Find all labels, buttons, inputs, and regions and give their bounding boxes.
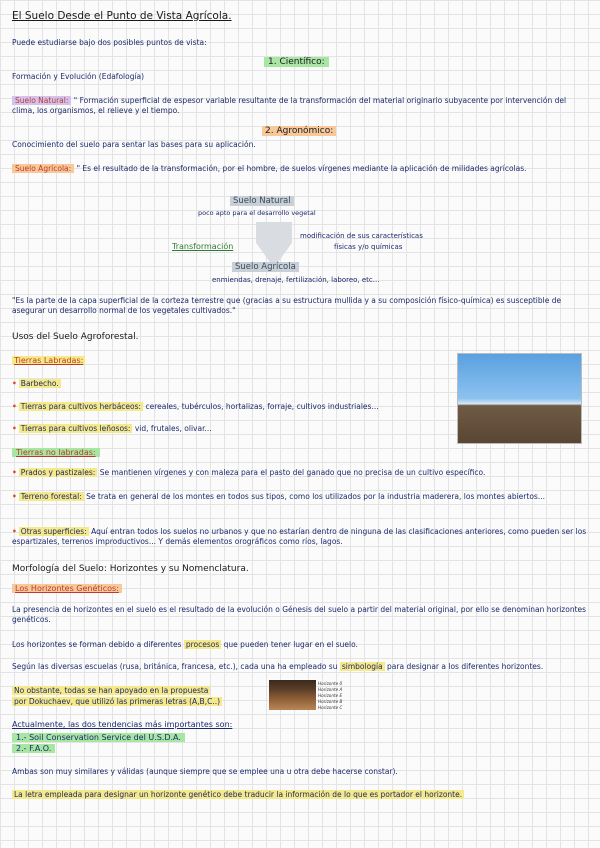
- formacion-text: Formación y Evolución (Edafología): [12, 72, 145, 81]
- horizontes-p3: Según las diversas escuelas (rusa, británica, francesa, etc.), cada una ha empleado su simbología para designar a los diferentes horizontes.: [12, 662, 544, 671]
- suelo-agricola-definition: Suelo Agrícola: " Es el resultado de la transformación, por el hombre, de suelos vírgenes mediante la aplicación de milidades agrícolas.: [12, 164, 527, 174]
- diagram-right-sub: físicas y/o químicas: [334, 243, 403, 251]
- suelo-natural-term: Suelo Natural:: [12, 96, 71, 105]
- diagram-bottom-sub: enmiendas, drenaje, fertilización, laboreo, etc...: [212, 276, 380, 284]
- diagram-top-label: Suelo Natural: [230, 196, 294, 206]
- field-photo: [457, 353, 582, 444]
- list-item: • Tierras para cultivos leñosos: vid, frutales, olivar...: [12, 424, 212, 433]
- list-item: • Terreno forestal: Se trata en general de los montes en todos sus tipos, como los utilizados por la industria maderera, los montes abiertos...: [12, 492, 545, 501]
- horizontes-p2: Los horizontes se forman debido a diferentes procesos que pueden tener lugar en el suelo.: [12, 640, 358, 649]
- intro-text: Puede estudiarse bajo dos posibles puntos de vista:: [12, 38, 207, 47]
- list-item: • Prados y pastizales: Se mantienen vírgenes y con maleza para el pasto del ganado que no precisa de un cultivo específico.: [12, 468, 486, 477]
- list-item: • Tierras para cultivos herbáceos: cereales, tubérculos, hortalizas, forraje, cultivos industriales...: [12, 402, 379, 411]
- tendencia-2: 2.- F.A.O.: [12, 744, 55, 754]
- suelo-agricola-term: Suelo Agrícola:: [12, 164, 74, 173]
- tierras-no-labradas-heading: Tierras no labradas:: [12, 448, 100, 458]
- page-title: El Suelo Desde el Punto de Vista Agrícola.: [12, 10, 232, 22]
- tendencias-text: Actualmente, las dos tendencias más importantes son:: [12, 720, 233, 729]
- horizontes-p4-b: por Dokuchaev, que utilizó las primeras letras (A,B,C..): [14, 697, 221, 706]
- diagram-bottom-label: Suelo Agrícola: [232, 262, 299, 272]
- diagram-right-label: modificación de sus características: [300, 232, 423, 240]
- tierras-labradas-heading: Tierras Labradas:: [14, 356, 84, 365]
- suelo-natural-definition: Suelo Natural: " Formación superficial de espesor variable resultante de la transformación del material originario subyacente por intervención del clima, los organismos, el relieve y el tiempo.: [12, 96, 567, 115]
- conocimiento-text: Conocimiento del suelo para sentar las bases para su aplicación.: [12, 140, 256, 149]
- morfologia-heading: Morfología del Suelo: Horizontes y su Nomenclatura.: [12, 564, 249, 574]
- horizontes-heading: Los Horizontes Genéticos:: [12, 584, 122, 594]
- diagram-top-sub: poco apto para el desarrollo vegetal: [198, 209, 316, 217]
- usos-heading: Usos del Suelo Agroforestal.: [12, 332, 139, 342]
- soil-horizon-labels: Horizonte 0 Horizonte A Horizonte E Horizonte B Horizonte C: [318, 681, 343, 710]
- agronomico-heading: 2. Agronómico:: [262, 126, 336, 136]
- diagram-left-label: Transformación: [172, 242, 234, 251]
- list-item: • Otras superficies: Aquí entran todos los suelos no urbanos y que no estarían dentro de ninguna de las clasificaciones anteriores, como pueden ser los espartizales, terrenos improductivos... Y demás elementos orográficos como ríos, lagos.: [12, 527, 587, 546]
- letra-text: La letra empleada para designar un horizonte genético debe traducir la información de lo que es portador el horizonte.: [14, 790, 463, 799]
- tendencia-1: 1.- Soil Conservation Service del U.S.D.A.: [12, 733, 185, 743]
- cientifico-heading: 1. Científico:: [264, 57, 329, 67]
- soil-horizons-image: [269, 680, 316, 710]
- ambas-text: Ambas son muy similares y válidas (aunque siempre que se emplee una u otra debe hacerse constar).: [12, 767, 398, 776]
- quote-text: "Es la parte de la capa superficial de la corteza terrestre que (gracias a su estructura mullida y a su composición físico-química) es susceptible de asegurar un desarrollo normal de los vegetales cultivados.": [12, 296, 562, 315]
- horizontes-p4-a: No obstante, todas se han apoyado en la propuesta: [14, 686, 209, 695]
- list-item: • Barbecho.: [12, 379, 59, 388]
- horizontes-p1: La presencia de horizontes en el suelo es el resultado de la evolución o Génesis del suelo a partir del material original, por ello se denominan horizontes genéticos.: [12, 605, 587, 624]
